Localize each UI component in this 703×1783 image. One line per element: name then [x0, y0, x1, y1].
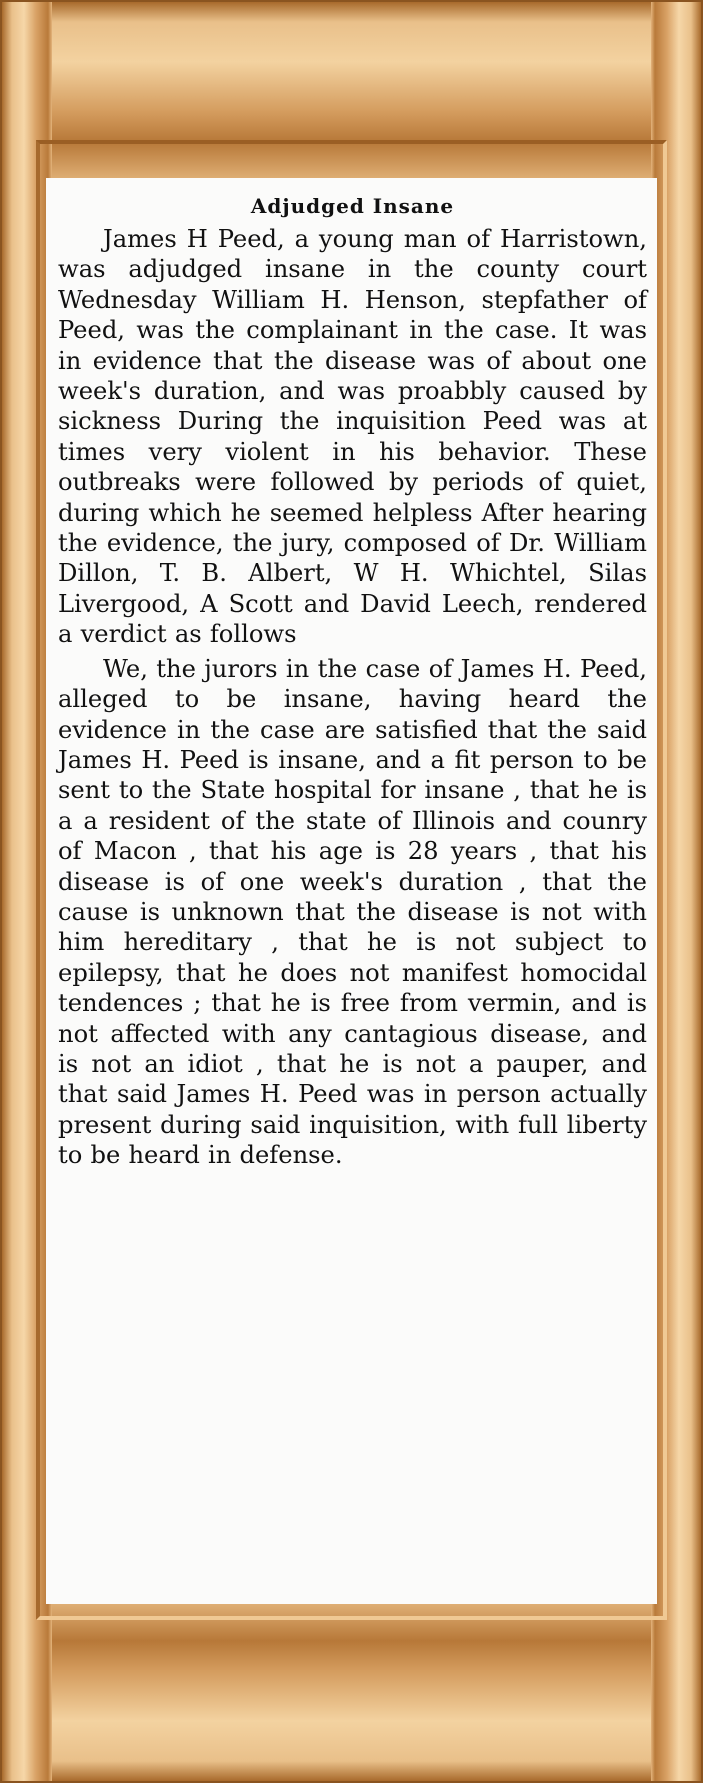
- article-headline: Adjudged Insane: [250, 194, 455, 218]
- article-paragraph-1: James H Peed, a young man of Harristown, was adjudged insane in the county court Wednesday William H. Henson, stepfather of Peed, was the complainant in the case. It was in evidence that the disease was of about one week's duration, and was proabbly caused by sickness During the inquisition Peed was at times very violent in his behavior. These outbreaks were followed by periods of quiet, during which he seemed helpless After hearing the evidence, the jury, composed of Dr. William Dillon, T. B. Albert, W H. Whichtel, Silas Livergood, A Scott and David Leech, rendered a verdict as follows: [58, 225, 647, 649]
- article-paragraph-2: We, the jurors in the case of James H. Peed, alleged to be insane, having heard the evidence in the case are satisfied that the said James H. Peed is insane, and a fit person to be sent to the State hospital for insane , that he is a a resident of the state of Illinois and counry of Macon , that his age is 28 years , that his disease is of one week's duration , that the cause is unknown that the disease is not with him hereditary , that he is not subject to epilepsy, that he does not manifest homocidal tendences ; that he is free from vermin, and is not affected with any cantagious disease, and is not an idiot , that he is not a pauper, and that said James H. Peed was in person actually present during said inquisition, with full liberty to be heard in defense.: [58, 654, 647, 1170]
- newspaper-clipping: [46, 178, 657, 1604]
